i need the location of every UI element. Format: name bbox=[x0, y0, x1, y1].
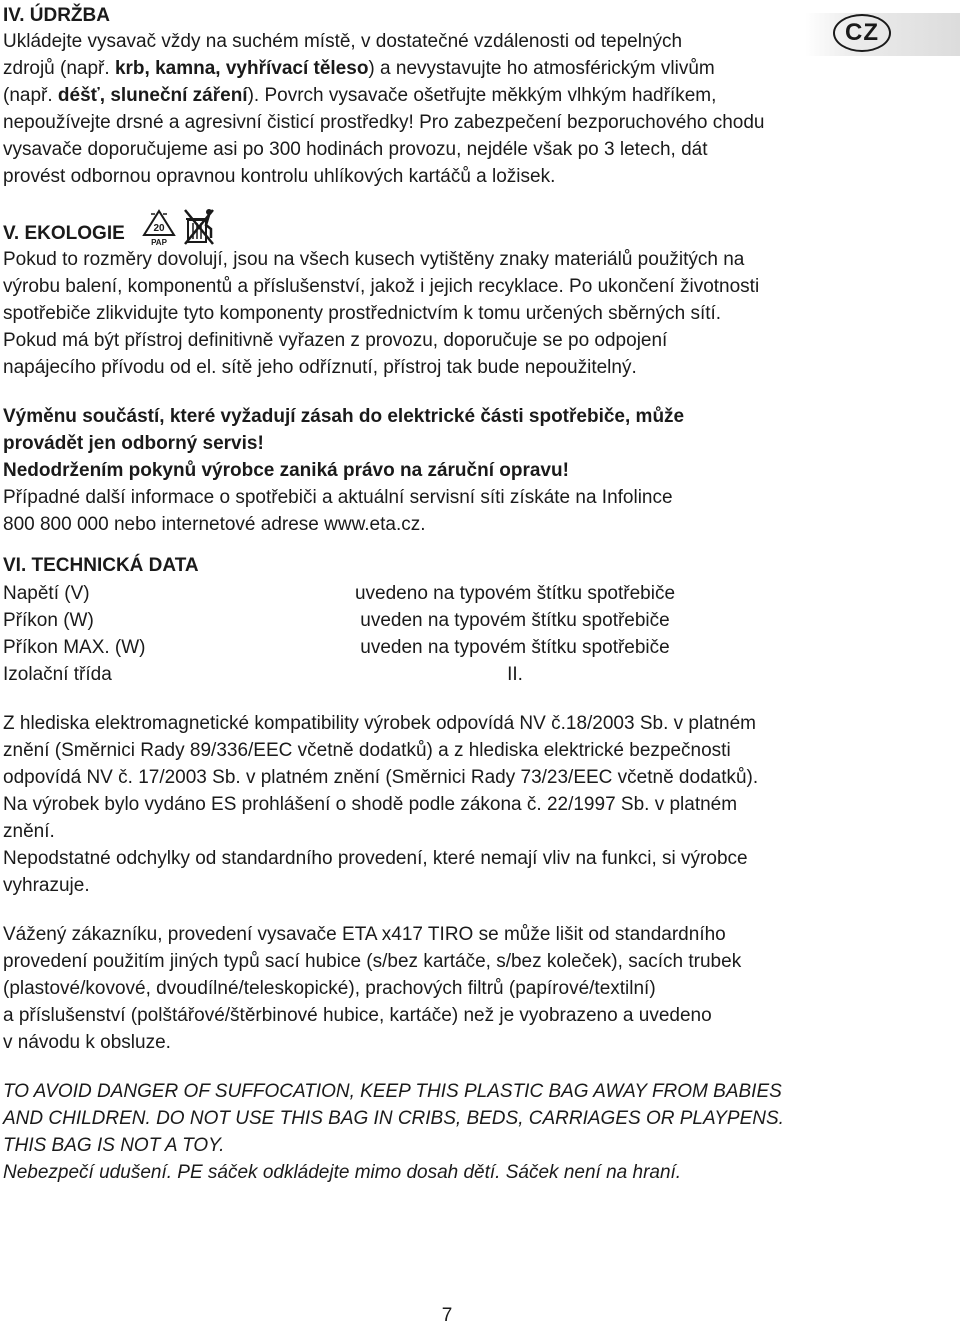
text-line: výrobu balení, komponentů a příslušenství, jakož i jejich recyklace. Po ukončení životnosti bbox=[3, 276, 760, 297]
svg-text:20: 20 bbox=[153, 223, 165, 234]
spec-label: Izolační třída bbox=[3, 664, 112, 685]
text-line: Ukládejte vysavač vždy na suchém místě, v dostatečné vzdálenosti od tepelných bbox=[3, 31, 683, 52]
spec-value: uvedeno na typovém štítku spotřebiče bbox=[354, 583, 676, 604]
manual-page bbox=[3, 4, 898, 1186]
spec-value: uveden na typovém štítku spotřebiče bbox=[360, 610, 670, 631]
svg-text:PAP: PAP bbox=[150, 238, 167, 246]
text-line: napájecího přívodu od el. sítě jeho odříznutí, přístroj tak bude nepoužitelný. bbox=[3, 357, 637, 378]
text-line: a příslušenství (polštářové/štěrbinové hubice, kartáče) než je vyobrazeno a uvedeno bbox=[3, 1005, 712, 1026]
bold-warning-line: provádět jen odborný servis! bbox=[3, 433, 264, 454]
text-line: provést odbornou opravnou kontrolu uhlíkových kartáčů a ložisek. bbox=[3, 166, 556, 187]
bold-warning-line: Výměnu součástí, které vyžadují zásah do elektrické části spotřebiče, může bbox=[3, 406, 685, 427]
bold-phrase: krb, kamna, vyhřívací těleso bbox=[114, 58, 369, 79]
text-line: vyhrazuje. bbox=[3, 875, 90, 896]
text-line: zdrojů (např. krb, kamna, vyhřívací těleso) a nevystavujte ho atmosférickým vlivům bbox=[3, 58, 715, 79]
spec-label: Příkon (W) bbox=[3, 610, 94, 631]
technical-data-table bbox=[3, 580, 898, 688]
spec-value: uveden na typovém štítku spotřebiče bbox=[360, 637, 670, 658]
warning-line: AND CHILDREN. DO NOT USE THIS BAG IN CRIBS, BEDS, CARRIAGES OR PLAYPENS. bbox=[3, 1108, 784, 1129]
text-line: Pokud má být přístroj definitivně vyřazen z provozu, doporučuje se po odpojení bbox=[3, 330, 668, 351]
text-line: v návodu k obsluze. bbox=[3, 1032, 171, 1053]
bold-phrase: déšť, sluneční záření bbox=[57, 85, 248, 106]
ecology-text bbox=[3, 246, 898, 381]
ecology-icons bbox=[141, 208, 215, 246]
warning-line: THIS BAG IS NOT A TOY. bbox=[3, 1135, 225, 1156]
text-line: 800 800 000 nebo internetové adrese www.eta.cz. bbox=[3, 514, 426, 535]
text-line: nepoužívejte drsné a agresivní čisticí prostředky! Pro zabezpečení bezporuchového chodu bbox=[3, 112, 765, 133]
spec-label: Napětí (V) bbox=[3, 583, 90, 604]
waste-bin-icon bbox=[183, 208, 215, 246]
text-line: odpovídá NV č. 17/2003 Sb. v platném znění (Směrnici Rady 73/23/EEC včetně dodatků). bbox=[3, 767, 759, 788]
customer-note bbox=[3, 921, 898, 1056]
warning-line: Nebezpečí udušení. PE sáček odkládejte mimo dosah dětí. Sáček není na hraní. bbox=[3, 1162, 682, 1183]
language-badge-label: CZ bbox=[833, 14, 891, 52]
bold-warning-line: Nedodržením pokynů výrobce zaniká právo na záruční opravu! bbox=[3, 460, 569, 481]
service-notice bbox=[3, 403, 898, 538]
text-line: provedení použitím jiných typů sací hubice (s/bez kartáče, s/bez koleček), sacích trubek bbox=[3, 951, 742, 972]
text-line: znění. bbox=[3, 821, 55, 842]
maintenance-text bbox=[3, 28, 898, 190]
compliance-text bbox=[3, 710, 898, 899]
ecology-header bbox=[3, 208, 898, 246]
section-title-maintenance: IV. ÚDRŽBA bbox=[3, 5, 110, 26]
text-line: Případné další informace o spotřebiči a aktuální servisní síti získáte na Infolince bbox=[3, 487, 673, 508]
section-title-ecology: V. EKOLOGIE bbox=[3, 223, 125, 244]
suffocation-warning bbox=[3, 1078, 898, 1186]
spec-label: Příkon MAX. (W) bbox=[3, 637, 146, 658]
warning-line: TO AVOID DANGER OF SUFFOCATION, KEEP THIS PLASTIC BAG AWAY FROM BABIES bbox=[3, 1081, 782, 1102]
text-line: Vážený zákazníku, provedení vysavače ETA x417 TIRO se může lišit od standardního bbox=[3, 924, 726, 945]
text-line: Na výrobek bylo vydáno ES prohlášení o shodě podle zákona č. 22/1997 Sb. v platném bbox=[3, 794, 738, 815]
text-line: vysavače doporučujeme asi po 300 hodinách provozu, nejdéle však po 3 letech, dát bbox=[3, 139, 708, 160]
section-title-technical-data: VI. TECHNICKÁ DATA bbox=[3, 555, 199, 576]
text-line: Pokud to rozměry dovolují, jsou na všech kusech vytištěny znaky materiálů použitých na bbox=[3, 249, 745, 270]
page-number: 7 bbox=[441, 1305, 453, 1326]
text-line: (plastové/kovové, dvoudílné/teleskopické), prachových filtrů (papírové/textilní) bbox=[3, 978, 656, 999]
text-line: spotřebiče zlikvidujte tyto komponenty prostřednictvím k tomu určených sběrných sítí. bbox=[3, 303, 722, 324]
recycle-icon bbox=[141, 208, 177, 246]
text-line: (např. déšť, sluneční záření). Povrch vysavače ošetřujte měkkým vlhkým hadříkem, bbox=[3, 85, 717, 106]
text-line: znění (Směrnici Rady 89/336/EEC včetně dodatků) a z hlediska elektrické bezpečnosti bbox=[3, 740, 731, 761]
text-line: Z hlediska elektromagnetické kompatibility výrobek odpovídá NV č.18/2003 Sb. v platném bbox=[3, 713, 757, 734]
text-line: Nepodstatné odchylky od standardního provedení, které nemají vliv na funkci, si výrobce bbox=[3, 848, 748, 869]
spec-value: II. bbox=[507, 664, 523, 685]
